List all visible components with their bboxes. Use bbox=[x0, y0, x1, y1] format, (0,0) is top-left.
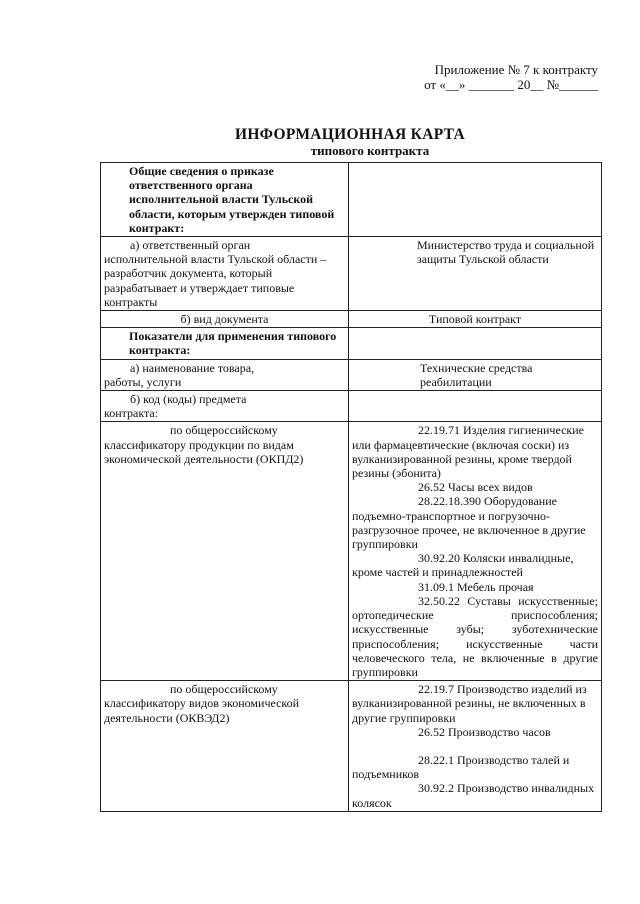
goods-label-first: а) наименование товара, bbox=[130, 360, 255, 375]
row-subject-codes bbox=[101, 391, 602, 422]
row-responsible-body bbox=[101, 237, 602, 311]
okpd-item-2: 26.52 Часы всех видов bbox=[418, 480, 533, 495]
responsible-label-rest: исполнительной власти Тульской области – разработчик документа, который разрабатывает и утверждает типовые контракты bbox=[104, 252, 327, 309]
row-document-kind bbox=[101, 311, 602, 328]
okved-item-4: 30.92.2 Производство инвалидных колясок bbox=[352, 781, 595, 810]
general-header-value bbox=[349, 163, 602, 237]
okved-item-2: 26.52 Производство часов bbox=[418, 724, 551, 739]
doc-kind-value: Типовой контракт bbox=[428, 312, 522, 327]
row-indicators-header bbox=[101, 328, 602, 359]
row-okved2 bbox=[101, 681, 602, 812]
appendix-line-2: от «__» _______ 20__ №______ bbox=[424, 77, 598, 92]
okpd-item-1: 22.19.71 Изделия гигиенические или фармацевтические (включая соски) из вулканизированной резины, кроме твердой резины (эбонита) bbox=[352, 423, 584, 481]
title-line-1: ИНФОРМАЦИОННАЯ КАРТА bbox=[234, 126, 466, 143]
responsible-label-first: а) ответственный орган bbox=[130, 238, 251, 253]
codes-label-first: б) код (коды) предмета bbox=[130, 392, 247, 407]
row-okpd2 bbox=[101, 422, 602, 681]
okved-label-rest: классификатору видов экономической деятельности (ОКВЭД2) bbox=[104, 696, 300, 725]
info-card-table bbox=[100, 162, 602, 812]
general-header-text: Общие сведения о приказе ответственного органа исполнительной власти Тульской области, которым утвержден типовой контракт: bbox=[129, 164, 335, 235]
doc-kind-label: б) вид документа bbox=[180, 312, 269, 327]
row-goods-name bbox=[101, 359, 602, 390]
okpd-item-6: 32.50.22 Суставы искусственные; ортопедические приспособления; искусственные зубы; зуботехнические приспособления; искусственные части человеческого тела, не включенные в другие группировки bbox=[352, 593, 598, 679]
okpd-item-5: 31.09.1 Мебель прочая bbox=[418, 579, 534, 594]
appendix-note bbox=[358, 62, 598, 92]
goods-value: Технические средства реабилитации bbox=[420, 360, 533, 389]
okved-spacer bbox=[352, 739, 598, 753]
okpd-item-4: 30.92.20 Коляски инвалидные, кроме частей и принадлежностей bbox=[352, 551, 574, 580]
responsible-value: Министерство труда и социальной защиты Тульской области bbox=[417, 238, 595, 267]
okpd-label-rest: классификатору продукции по видам экономической деятельности (ОКПД2) bbox=[104, 437, 304, 466]
appendix-line-1: Приложение № 7 к контракту bbox=[434, 62, 598, 77]
okpd-item-3: 28.22.18.390 Оборудование подъемно-транспортное и погрузочно-разгрузочное прочее, не включенное в другие группировки bbox=[352, 494, 586, 552]
okved-label-first: по общероссийскому bbox=[170, 682, 278, 697]
okved-item-3: 28.22.1 Производство талей и подъемников bbox=[352, 752, 570, 782]
okved-item-1: 22.19.7 Производство изделий из вулканизированной резины, не включенных в другие группировки bbox=[352, 682, 587, 725]
row-general-header bbox=[101, 163, 602, 237]
indicators-header-text: Показатели для применения типового контракта: bbox=[129, 329, 337, 358]
okpd-label-first: по общероссийскому bbox=[170, 423, 278, 438]
goods-label-rest: работы, услуги bbox=[104, 374, 182, 389]
codes-label-rest: контракта: bbox=[104, 406, 159, 421]
title-line-2: типового контракта bbox=[310, 143, 430, 158]
document-title bbox=[100, 126, 600, 158]
